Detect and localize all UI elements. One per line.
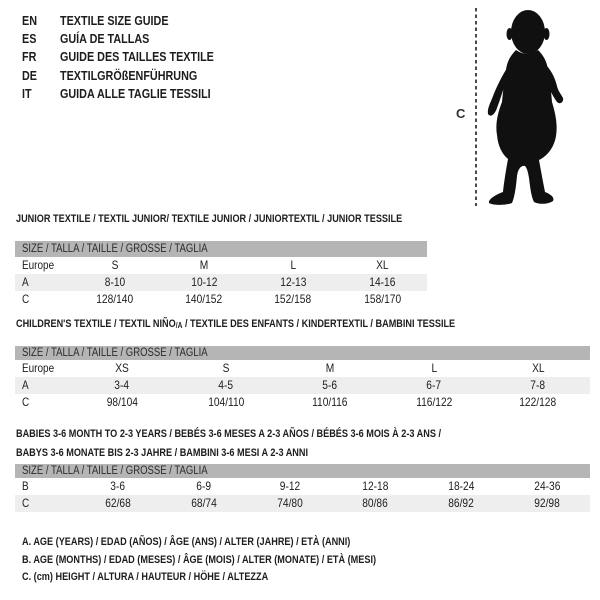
babies-table-title: BABIES 3-6 MONTH TO 2-3 YEARS / BEBÉS 3-6 MESES A 2-3 AÑOS / BÉBÉS 3-6 MOIS À 2-3 ANS / BABYS 3-6 MONATE BIS 2-3 JAHRE / BAMBINI 3-6 MESI A 2-3 ANNI [16,428,441,459]
language-label: TEXTILE SIZE GUIDE [60,12,169,28]
language-code: FR [22,49,37,65]
row-label: A [22,275,29,289]
junior-table [15,241,427,308]
table-row-height [15,495,590,512]
cell: 92/98 [534,496,560,510]
cell: 6-7 [426,378,442,392]
language-code: IT [22,85,32,101]
table-row-age-months [15,478,590,495]
gender-subscript: /A [175,321,183,330]
cell: 18-24 [448,479,475,493]
language-row-en [22,11,245,29]
cell: XS [115,361,129,375]
cell: 86/92 [448,496,474,510]
cell: 9-12 [279,479,300,493]
cell: L [431,361,437,375]
note-line-a: A. AGE (YEARS) / EDAD (AÑOS) / ÂGE (ANS) / ALTER (JAHRE) / ETÀ (ANNI) [22,536,351,548]
children-table-title: CHILDREN'S TEXTILE / TEXTIL NIÑO/A / TEXTILE DES ENFANTS / KINDERTEXTIL / BAMBINI TESSILE [16,318,456,330]
cell: XL [376,258,389,272]
cell: XL [531,361,545,375]
cell: 12-13 [280,275,307,289]
babies-table [15,464,590,512]
cell: 10-12 [190,275,217,289]
cell: 152/158 [274,292,312,306]
language-row-fr [22,48,245,66]
cell: 128/140 [96,292,134,306]
row-label: A [22,378,29,392]
cell: 4-5 [218,378,234,392]
language-row-de [22,66,245,84]
cell: 7-8 [530,378,546,392]
cell: S [222,361,230,375]
table-row-height [15,394,590,411]
cell: 98/104 [106,395,138,409]
size-header-bar: SIZE / TALLA / TAILLE / GRÖSSE / TAGLIA [15,464,590,478]
cell: S [111,258,119,272]
size-header-bar: SIZE / TALLA / TAILLE / GRÖSSE / TAGLIA [15,241,427,257]
toddler-silhouette [483,8,571,206]
cell: 3-6 [110,479,126,493]
language-label: TEXTILGRÖßENFÜHRUNG [60,67,198,83]
table-row-age [15,274,427,291]
table-row-europe [15,360,590,377]
size-header-bar: SIZE / TALLA / TAILLE / GRÖSSE / TAGLIA [15,346,590,360]
measure-letter-c: C [456,106,466,121]
language-label: GUIDA ALLE TAGLIE TESSILI [60,85,211,101]
note-line-b: B. AGE (MONTHS) / EDAD (MESES) / ÂGE (MOIS) / ALTER (MONATE) / ETÀ (MESI) [22,553,377,566]
language-guide-list [22,11,245,102]
cell: 68/74 [190,496,217,510]
row-label: C [22,292,30,306]
language-row-es [22,29,245,47]
language-label: GUIDE DES TAILLES TEXTILE [60,49,214,65]
cell: 74/80 [276,496,303,510]
row-label: B [22,479,29,493]
row-label: Europe [22,361,55,375]
cell: 116/122 [415,395,453,409]
junior-table-title: JUNIOR TEXTILE / TEXTIL JUNIOR/ TEXTILE JUNIOR / JUNIORTEXTIL / JUNIOR TESSILE [16,213,403,225]
cell: 5-6 [322,378,338,392]
language-code: DE [22,67,37,83]
cell: 104/110 [207,395,245,409]
cell: 8-10 [104,275,125,289]
row-label: Europe [22,258,55,272]
children-table [15,346,590,411]
cell: 122/128 [519,395,557,409]
cell: 6-9 [196,479,212,493]
table-row-height [15,291,427,308]
cell: 140/152 [185,292,223,306]
table-row-age [15,377,590,394]
cell: 158/170 [363,292,401,306]
cell: 62/68 [105,496,131,510]
language-code: ES [22,30,37,46]
cell: 110/116 [312,395,348,409]
language-label: GUÍA DE TALLAS [60,30,150,46]
cell: M [199,258,209,272]
cell: L [290,258,296,272]
cell: 24-36 [534,479,561,493]
table-row-europe [15,257,427,274]
language-row-it [22,84,245,102]
row-label: C [22,496,30,510]
cell: 14-16 [369,275,396,289]
cell: M [325,361,335,375]
row-label: C [22,395,30,409]
cell: 12-18 [362,479,389,493]
legend-notes [22,534,449,587]
height-measure-dashed-line [475,8,477,206]
cell: 80/86 [362,496,389,510]
language-code: EN [22,12,37,28]
note-line-c: C. (cm) HEIGHT / ALTURA / HAUTEUR / HÖHE / ALTEZZA [22,571,269,583]
cell: 3-4 [114,378,130,392]
